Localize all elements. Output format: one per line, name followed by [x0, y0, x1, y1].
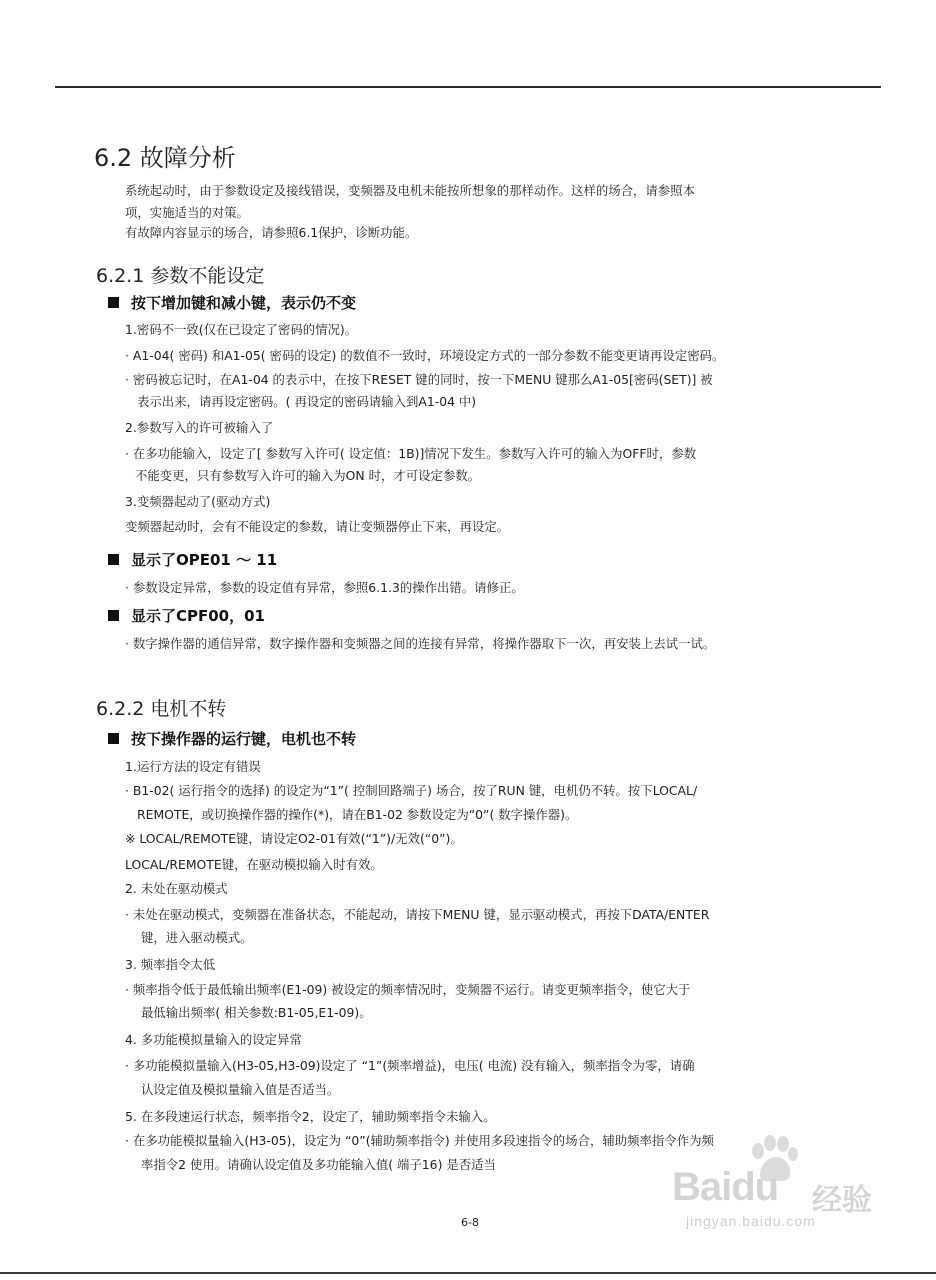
square-bullet-icon: [108, 297, 119, 308]
body-line: LOCAL/REMOTE键，在驱动模拟输入时有效。: [125, 857, 383, 872]
square-bullet-icon: [108, 733, 119, 744]
watermark-url: jingyan.baidu.com: [686, 1213, 816, 1229]
body-line: 1.密码不一致(仅在已设定了密码的情况)。: [125, 322, 358, 337]
body-line: · 频率指令低于最低输出频率(E1-09) 被设定的频率情况时，变频器不运行。请变更频率指令，使它大于: [125, 982, 691, 997]
intro-line: 系统起动时，由于参数设定及接线错误，变频器及电机未能按所想象的那样动作。这样的场合，请参照本: [125, 183, 695, 198]
body-line: 2.参数写入的许可被输入了: [125, 420, 274, 435]
block-heading-text: 显示了OPE01 ～ 11: [131, 551, 278, 569]
block-heading: [108, 728, 356, 749]
footer-rule: [0, 1272, 936, 1274]
block-heading-text: 按下增加键和减小键，表示仍不变: [131, 294, 357, 312]
body-line: · B1-02( 运行指令的选择) 的设定为“1”( 控制回路端子) 场合，按了RUN 键，电机仍不转。按下LOCAL/: [125, 783, 698, 798]
body-line: 1.运行方法的设定有错误: [125, 759, 261, 774]
block-heading: [108, 605, 265, 626]
body-line: · 多功能模拟量输入(H3-05,H3-09)设定了 “1”(频率增益)，电压( 电流) 没有输入，频率指令为零，请确: [125, 1058, 695, 1073]
body-line: · 参数设定异常，参数的设定值有异常，参照6.1.3的操作出错。请修正。: [125, 580, 524, 595]
subsection-title: 6.2.2 电机不转: [96, 698, 227, 720]
watermark-logo: Baidu: [672, 1165, 779, 1209]
body-line: · 在多功能模拟量输入(H3-05)，设定为 “0”(辅助频率指令) 并使用多段速指令的场合，辅助频率指令作为频: [125, 1133, 714, 1148]
page-number: 6-8: [461, 1216, 479, 1229]
block-heading: [108, 549, 277, 570]
body-line: 键，进入驱动模式。: [141, 930, 253, 945]
section-title: 6.2 故障分析: [94, 144, 236, 172]
body-line: 率指令2 使用。请确认设定值及多功能输入值( 端子16) 是否适当: [141, 1157, 496, 1172]
body-line: · A1-04( 密码) 和A1-05( 密码的设定) 的数值不一致时，环境设定方式的一部分参数不能变更请再设定密码。: [125, 348, 725, 363]
square-bullet-icon: [108, 610, 119, 621]
body-line: ※ LOCAL/REMOTE键，请设定O2-01有效(“1”)/无效(“0”)。: [125, 831, 463, 846]
block-heading: [108, 292, 356, 313]
body-line: · 密码被忘记时，在A1-04 的表示中，在按下RESET 键的同时，按一下MENU 键那么A1-05[密码(SET)] 被: [125, 372, 713, 387]
body-line: 变频器起动时，会有不能设定的参数，请让变频器停止下来，再设定。: [125, 519, 510, 534]
watermark: [666, 1135, 896, 1245]
body-line: 3. 频率指令太低: [125, 957, 216, 972]
body-line: 2. 未处在驱动模式: [125, 881, 228, 896]
body-line: 3.变频器起动了(驱动方式): [125, 494, 271, 509]
body-line: 4. 多功能模拟量输入的设定异常: [125, 1032, 302, 1047]
square-bullet-icon: [108, 554, 119, 565]
block-heading-text: 显示了CPF00，01: [131, 607, 265, 625]
body-line: 5. 在多段速运行状态，频率指令2，设定了，辅助频率指令未输入。: [125, 1109, 496, 1124]
watermark-logo-cn: 经验: [812, 1183, 872, 1218]
body-line: 最低输出频率( 相关参数:B1-05,E1-09)。: [141, 1005, 372, 1020]
intro-line: 有故障内容显示的场合，请参照6.1保护，诊断功能。: [125, 225, 418, 240]
body-line: 不能变更，只有参数写入许可的输入为ON 时，才可设定参数。: [135, 468, 481, 483]
body-line: · 未处在驱动模式，变频器在准备状态，不能起动，请按下MENU 键，显示驱动模式，再按下DATA/ENTER: [125, 907, 710, 922]
subsection-title: 6.2.1 参数不能设定: [96, 265, 265, 287]
body-line: 认设定值及模拟量输入值是否适当。: [141, 1082, 340, 1097]
block-heading-text: 按下操作器的运行键，电机也不转: [131, 730, 357, 748]
body-line: REMOTE，或切换操作器的操作(*)，请在B1-02 参数设定为“0”( 数字操作器)。: [137, 807, 578, 822]
intro-line: 项，实施适当的对策。: [125, 205, 249, 220]
body-line: · 数字操作器的通信异常，数字操作器和变频器之间的连接有异常，将操作器取下一次，再安装上去试一试。: [125, 636, 716, 651]
body-line: · 在多功能输入，设定了[ 参数写入许可( 设定值：1B)]情况下发生。参数写入许可的输入为OFF时，参数: [125, 446, 697, 461]
body-line: 表示出来，请再设定密码。( 再设定的密码请输入到A1-04 中): [137, 394, 477, 409]
